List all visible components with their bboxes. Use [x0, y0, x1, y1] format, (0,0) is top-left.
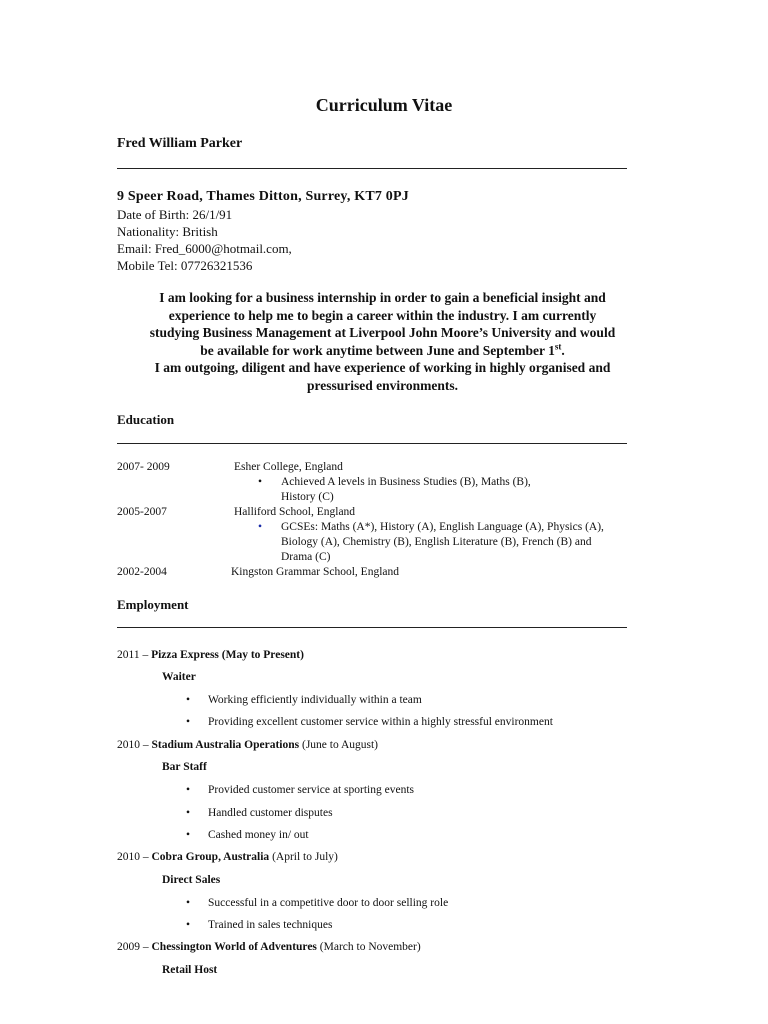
- objective-line: pressurised environments.: [306, 377, 458, 393]
- candidate-name: Fred William Parker: [117, 136, 243, 151]
- education-school: Kingston Grammar School, England: [231, 566, 400, 578]
- objective-line: experience to help me to begin a career within the industry. I am currently: [168, 307, 597, 323]
- education-detail: History (C): [281, 491, 334, 503]
- job-year: 2010 –: [117, 851, 149, 863]
- bullet-icon: •: [186, 716, 191, 728]
- job-employer: Pizza Express (May to Present): [151, 649, 304, 661]
- bullet-icon: •: [186, 897, 191, 909]
- objective-period: .: [561, 342, 565, 358]
- job-duty: Provided customer service at sporting events: [208, 784, 414, 796]
- employment-heading: Employment: [117, 597, 189, 612]
- bullet-icon: •: [186, 807, 191, 819]
- address: 9 Speer Road, Thames Ditton, Surrey, KT7 0PJ: [117, 189, 409, 204]
- education-detail: GCSEs: Maths (A*), History (A), English Language (A), Physics (A),: [281, 521, 604, 533]
- job-duty: Cashed money in/ out: [208, 829, 309, 841]
- job-period: (March to November): [319, 941, 421, 953]
- education-school: Halliford School, England: [234, 506, 356, 518]
- document-title: Curriculum Vitae: [315, 95, 453, 115]
- job-header: [117, 851, 338, 863]
- bullet-icon: •: [186, 919, 191, 931]
- objective-statement: [110, 289, 655, 394]
- nationality: Nationality: British: [117, 224, 218, 239]
- bullet-icon: •: [258, 476, 263, 488]
- objective-line: studying Business Management at Liverpool John Moore’s University and would: [149, 325, 616, 340]
- job-header: [117, 649, 304, 661]
- job-period: (June to August): [301, 739, 379, 751]
- job-role: Retail Host: [162, 964, 218, 976]
- divider: [117, 168, 627, 169]
- bullet-icon: •: [186, 784, 191, 796]
- education-heading: Education: [117, 412, 175, 427]
- education-detail: Biology (A), Chemistry (B), English Literature (B), French (B) and: [281, 536, 592, 548]
- date-of-birth: Date of Birth: 26/1/91: [117, 207, 233, 222]
- mobile-tel: Mobile Tel: 07726321536: [117, 258, 253, 273]
- education-years: 2005-2007: [117, 506, 167, 518]
- education-detail: Achieved A levels in Business Studies (B), Maths (B),: [281, 476, 531, 488]
- divider: [117, 627, 627, 628]
- objective-line: I am looking for a business internship in order to gain a beneficial insight and: [159, 290, 606, 305]
- education-detail: Drama (C): [281, 551, 331, 563]
- objective-line: [110, 342, 655, 360]
- job-employer: Chessington World of Adventures: [151, 941, 317, 953]
- job-duty: Working efficiently individually within a team: [208, 694, 422, 706]
- bullet-icon: •: [186, 829, 191, 841]
- job-header: [117, 739, 378, 751]
- bullet-icon: •: [258, 521, 263, 533]
- job-year: 2011 –: [117, 649, 149, 661]
- objective-superscript: st: [554, 341, 562, 351]
- job-duty: Trained in sales techniques: [208, 919, 333, 931]
- objective-line: I am outgoing, diligent and have experience of working in highly organised and: [154, 360, 611, 375]
- education-school: Esher College, England: [234, 461, 343, 473]
- education-years: 2002-2004: [117, 566, 167, 578]
- job-year: 2009 –: [117, 941, 149, 953]
- job-employer: Cobra Group, Australia: [151, 851, 270, 863]
- job-period: (April to July): [272, 851, 338, 863]
- education-years: 2007- 2009: [117, 461, 170, 473]
- job-role: Direct Sales: [162, 874, 221, 886]
- divider: [117, 443, 627, 444]
- job-role: Waiter: [162, 671, 196, 683]
- bullet-icon: •: [186, 694, 191, 706]
- job-duty: Providing excellent customer service within a highly stressful environment: [208, 716, 553, 728]
- job-year: 2010 –: [117, 739, 149, 751]
- job-header: [117, 941, 421, 953]
- job-role: Bar Staff: [162, 761, 207, 773]
- job-employer: Stadium Australia Operations: [151, 739, 300, 751]
- job-duty: Handled customer disputes: [208, 807, 333, 819]
- email: Email: Fred_6000@hotmail.com,: [117, 241, 292, 256]
- objective-text: be available for work anytime between June and September 1: [200, 342, 555, 358]
- job-duty: Successful in a competitive door to door selling role: [208, 897, 449, 909]
